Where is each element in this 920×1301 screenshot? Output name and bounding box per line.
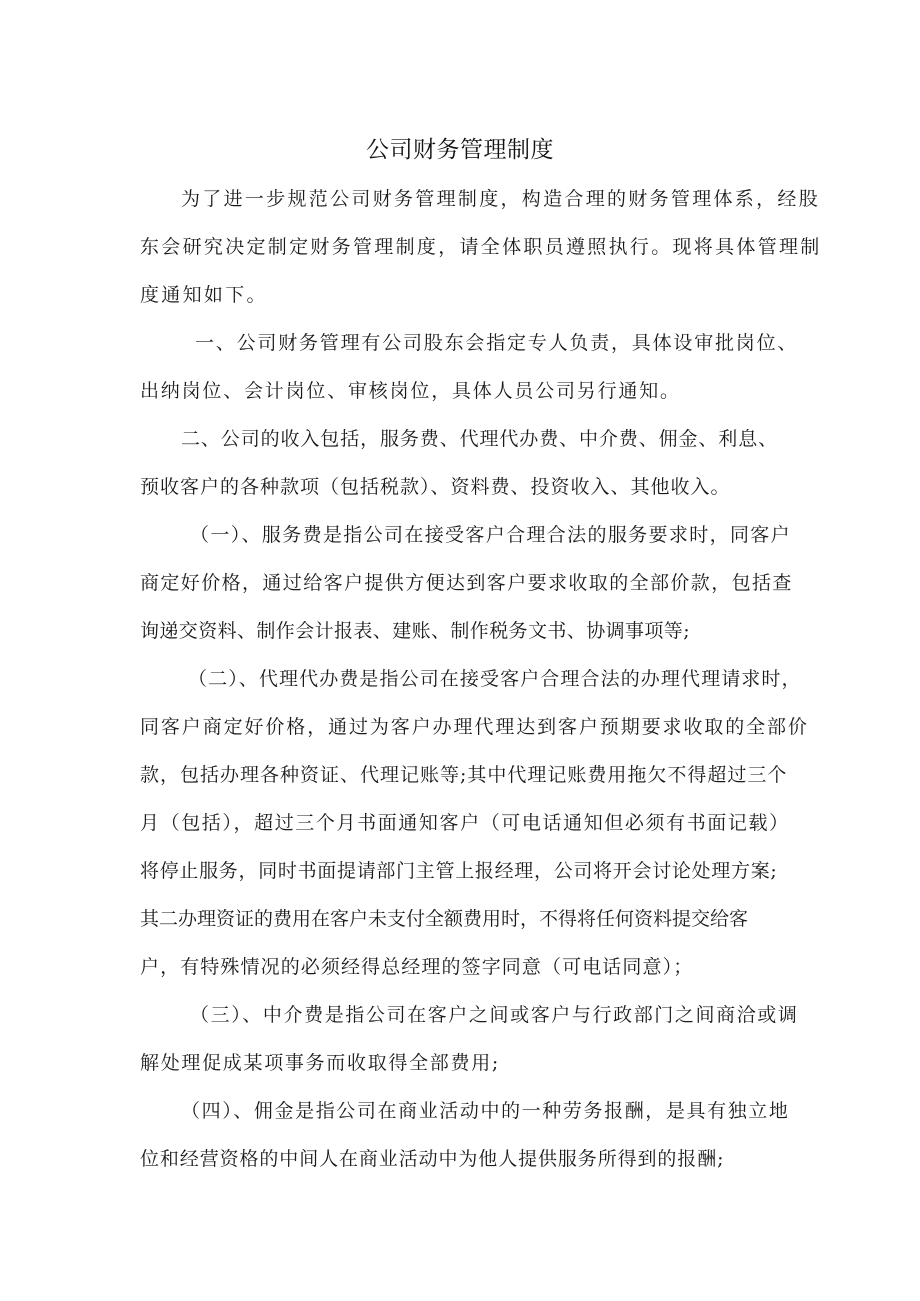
paragraph-line: 一、公司财务管理有公司股东会指定专人负责，具体设审批岗位、 [195, 332, 799, 354]
paragraph-line: 东会研究决定制定财务管理制度，请全体职员遵照执行。现将具体管理制 [140, 236, 822, 258]
paragraph-line: 户，有特殊情况的必须经得总经理的签字同意（可电话同意）； [140, 956, 694, 978]
paragraph-line: 解处理促成某项事务而收取得全部费用; [140, 1052, 501, 1074]
paragraph-line: 同客户商定好价格，通过为客户办理代理达到客户预期要求收取的全部价 [140, 716, 809, 738]
paragraph-line: 出纳岗位、会计岗位、审核岗位，具体人员公司另行通知。 [140, 380, 681, 402]
paragraph-line: 为了进一步规范公司财务管理制度，构造合理的财务管理体系，经股 [181, 188, 821, 210]
paragraph-line: 其二办理资证的费用在客户未支付全额费用时，不得将任何资料提交给客 [140, 908, 749, 930]
paragraph-line: （二）、代理代办费是指公司在接受客户合理合法的办理代理请求时， [188, 668, 802, 690]
paragraph-line: （一）、服务费是指公司在接受客户合理合法的服务要求时，同客户 [190, 524, 792, 546]
paragraph-line: 商定好价格，通过给客户提供方便达到客户要求收取的全部价款，包括查 [140, 572, 793, 594]
paragraph-line: 度通知如下。 [140, 284, 268, 306]
paragraph-line: 位和经营资格的中间人在商业活动中为他人提供服务所得到的报酬; [140, 1148, 725, 1170]
document-title: 公司财务管理制度 [366, 137, 554, 163]
paragraph-line: 月（包括），超过三个月书面通知客户（可电话通知但必须有书面记载） [140, 812, 790, 834]
paragraph-line: 款，包括办理各种资证、代理记账等;其中代理记账费用拖欠不得超过三个 [140, 764, 788, 786]
paragraph-line: （三）、中介费是指公司在客户之间或客户与行政部门之间商洽或调 [190, 1004, 799, 1026]
paragraph-line: 二、公司的收入包括，服务费、代理代办费、中介费、佣金、利息、 [181, 428, 779, 450]
paragraph-line: 将停止服务，同时书面提请部门主管上报经理，公司将开会讨论处理方案; [140, 860, 778, 882]
paragraph-line: 询递交资料、制作会计报表、建账、制作税务文书、协调事项等; [140, 620, 691, 642]
paragraph-line: （四）、佣金是指公司在商业活动中的一种劳务报酬，是具有独立地 [181, 1100, 790, 1122]
paragraph-line: 预收客户的各种款项（包括税款）、资料费、投资收入、其他收入。 [140, 476, 731, 498]
